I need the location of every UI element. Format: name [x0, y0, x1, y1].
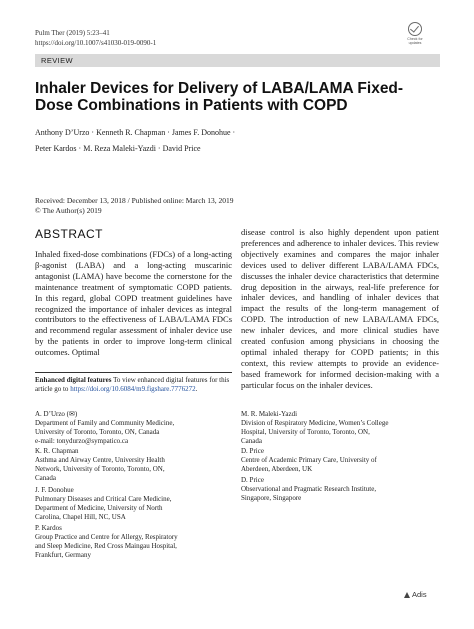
affiliation-line: and Sleep Medicine, Red Cross Maingau Hospital, — [35, 542, 177, 550]
affiliation-line: Department of Medicine, University of North — [35, 504, 163, 512]
abstract-heading: ABSTRACT — [35, 227, 104, 241]
publisher-name: Adis — [412, 590, 427, 599]
journal-citation-block — [35, 28, 156, 48]
affiliation-line: Carolina, Chapel Hill, NC, USA — [35, 513, 126, 521]
affiliation-entry — [35, 524, 235, 560]
abstract-text-right: disease control is also highly dependent upon patient preferences and adherence to inhaler devices. This review objectively examines and compares the major inhaler devices used to deliver different LABA/LAMA FDCs, discusses the inhaler device characteristics that determine drug deposition in the airways, real-life preference for inhaler devices, and handling of inhaler devices that impact the results of the long-term management of COPD. The introduction of new LABA/LAMA FDCs, new inhaler devices, and more clinical studies have created confusion among physicians in choosing the optimal inhaled therapy for COPD patients; in this context, this review attempts to provide an evidence-based framework for informed decision-making with a particular focus on the inhaler devices. — [241, 227, 439, 390]
affiliation-line: e-mail: tonydurzo@sympatico.ca — [35, 437, 129, 445]
affiliation-line: Centre of Academic Primary Care, University of — [241, 456, 377, 464]
author-line: Anthony D’Urzo · Kenneth R. Chapman · James F. Donohue · — [35, 128, 236, 137]
affiliation-entry — [241, 410, 441, 446]
author-line: Peter Kardos · M. Reza Maleki-Yazdi · David Price — [35, 144, 201, 153]
affiliation-line: Hospital, University of Toronto, Toronto, ON, — [241, 428, 370, 436]
received-date: Received: December 13, 2018 / Published online: March 13, 2019 — [35, 196, 234, 205]
triangle-logo-icon — [404, 592, 410, 598]
affiliation-entry — [241, 476, 441, 503]
enhanced-features-label: Enhanced digital features — [35, 376, 112, 384]
affiliation-line: Canada — [241, 437, 262, 445]
affiliation-line: Asthma and Airway Centre, University Health — [35, 456, 165, 464]
affiliation-entry — [35, 486, 235, 522]
affiliation-line: Canada — [35, 474, 56, 482]
affiliation-entry — [35, 410, 235, 446]
affiliation-author: D. Price — [241, 447, 264, 455]
check-for-updates-badge[interactable] — [402, 22, 428, 50]
affiliation-line: Group Practice and Centre for Allergy, Respiratory — [35, 533, 178, 541]
affiliation-author: A. D’Urzo (✉) — [35, 410, 78, 418]
affiliation-line: Aberdeen, Aberdeen, UK — [241, 465, 313, 473]
section-label: REVIEW — [35, 54, 440, 67]
affiliation-line: University of Toronto, Toronto, ON, Canada — [35, 428, 160, 436]
publisher-logo — [404, 590, 427, 599]
affiliation-line: Department of Family and Community Medicine, — [35, 419, 175, 427]
affiliation-author: P. Kardos — [35, 524, 62, 532]
figshare-link[interactable]: https://doi.org/10.6084/m9.figshare.7776272 — [70, 385, 196, 393]
affiliation-line: Frankfurt, Germany — [35, 551, 91, 559]
abstract-text-left: Inhaled fixed-dose combinations (FDCs) of a long-acting β-agonist (LABA) and a long-acting muscarinic antagonist (LAMA) have become the cornerstone for the maintenance treatment of symptomatic COPD patients. In this regard, global COPD treatment guidelines have recognized the importance of inhaler devices as integral contributors to the effectiveness of LABA/LAMA FDCs and recommend regular assessment of inhaler device use by the patients in order to improve long-term clinical outcomes. Optimal — [35, 249, 232, 358]
journal-citation: Pulm Ther (2019) 5:23–41 — [35, 29, 110, 37]
affiliation-line: Division of Respiratory Medicine, Women’s College — [241, 419, 389, 427]
affiliation-line: Observational and Pragmatic Research Institute, — [241, 485, 377, 493]
affiliation-entry — [35, 447, 235, 483]
affiliation-entry — [241, 447, 441, 474]
enhanced-features-note: Enhanced digital features To view enhanced digital features for this article go to https://doi.org/10.6084/m9.figshare.7776272. — [35, 372, 232, 394]
publication-dates — [35, 196, 234, 216]
article-doi[interactable]: https://doi.org/10.1007/s41030-019-0090-1 — [35, 39, 157, 47]
affiliation-author: J. F. Donohue — [35, 486, 74, 494]
affiliation-line: Singapore, Singapore — [241, 494, 302, 502]
affiliation-author: D. Price — [241, 476, 264, 484]
author-list — [35, 125, 435, 157]
article-title: Inhaler Devices for Delivery of LABA/LAMA Fixed- Dose Combinations in Patients with COPD — [35, 80, 404, 114]
affiliation-author: K. R. Chapman — [35, 447, 79, 455]
affiliation-line: Pulmonary Diseases and Critical Care Medicine, — [35, 495, 172, 503]
badge-text: Check for updates — [407, 37, 423, 46]
check-for-updates-icon — [408, 22, 422, 36]
affiliation-author: M. R. Maleki-Yazdi — [241, 410, 298, 418]
affiliation-line: Network, University of Toronto, Toronto, ON, — [35, 465, 165, 473]
copyright-notice: © The Author(s) 2019 — [35, 206, 102, 215]
